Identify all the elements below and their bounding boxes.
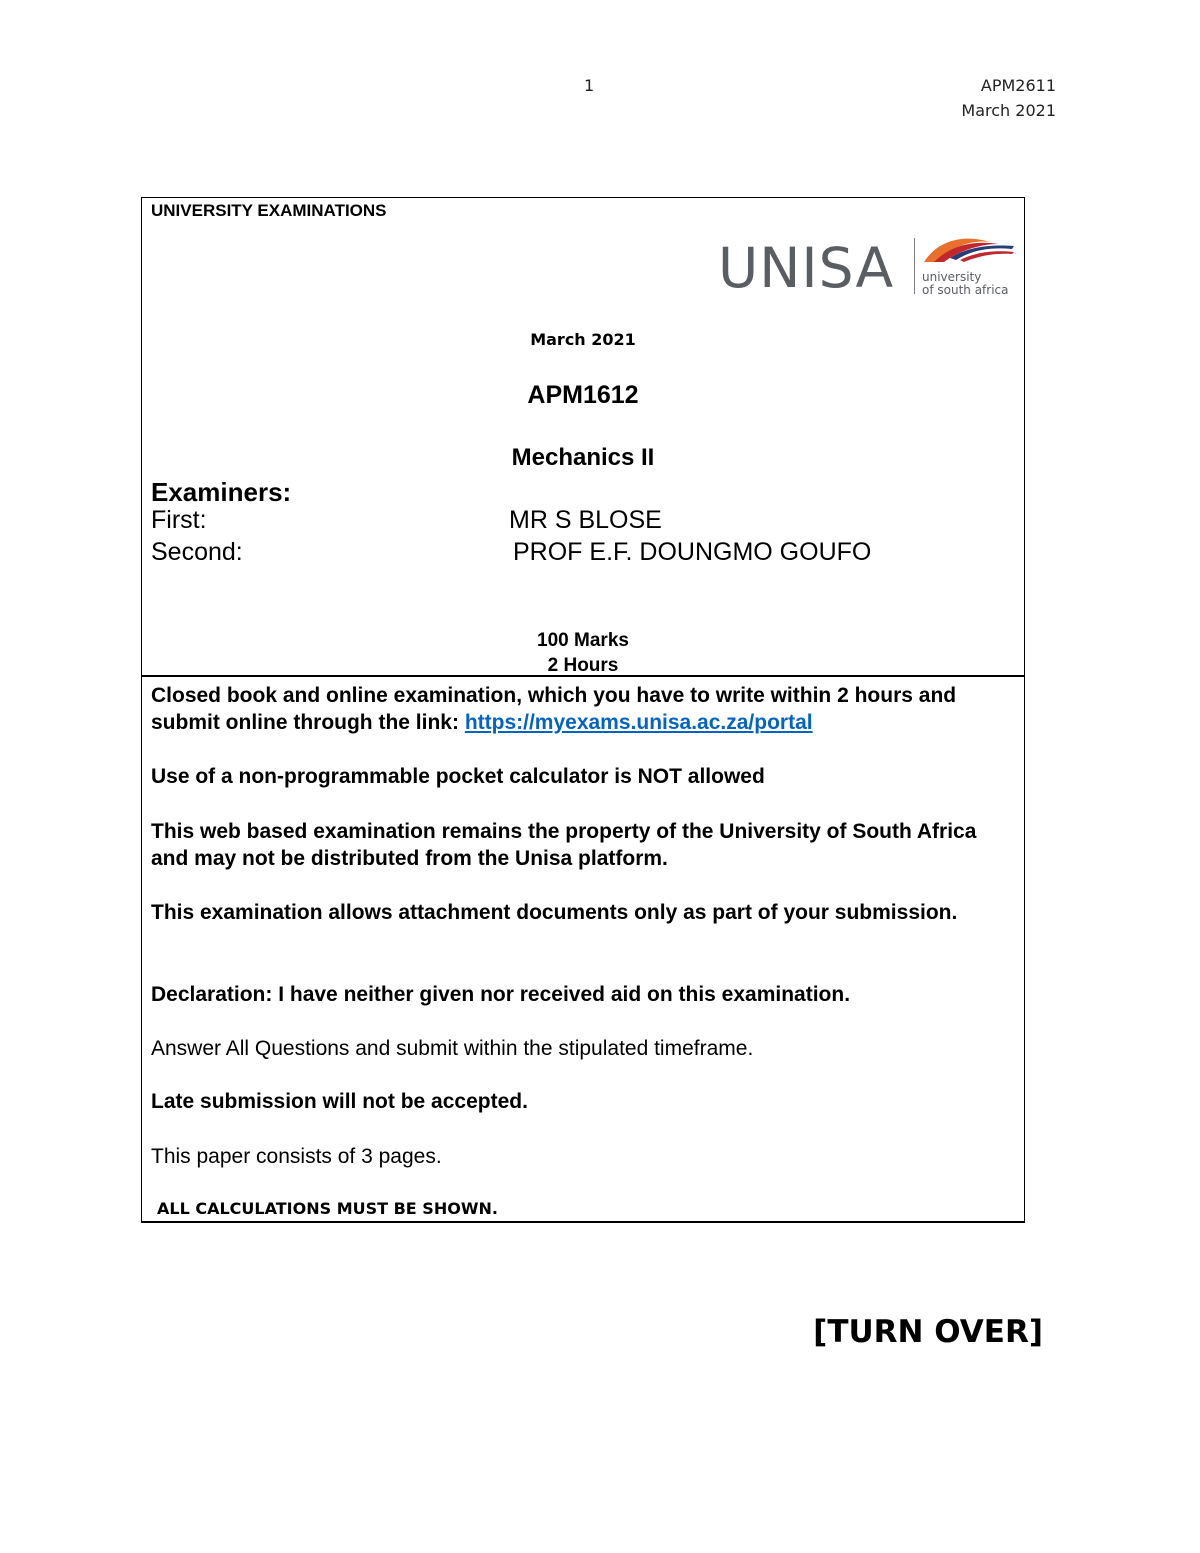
logo-bird-icon bbox=[920, 232, 1016, 268]
first-examiner-name: MR S BLOSE bbox=[509, 506, 662, 534]
instruction-closed-book-text: Closed book and online examination, which you have to write within 2 hours and submit online through the link: bbox=[151, 684, 957, 734]
university-examinations-label: UNIVERSITY EXAMINATIONS bbox=[151, 201, 387, 220]
first-examiner-label: First: bbox=[151, 506, 207, 534]
header-date: March 2021 bbox=[961, 101, 1056, 120]
instruction-answer-all: Answer All Questions and submit within the stipulated timeframe. bbox=[151, 1037, 754, 1060]
page-number: 1 bbox=[584, 76, 595, 95]
module-title: Mechanics II bbox=[511, 444, 655, 471]
logo-subtitle-line1: university bbox=[922, 270, 982, 284]
header-course-code: APM2611 bbox=[980, 76, 1056, 95]
instructions-box bbox=[141, 677, 1025, 1223]
instruction-late-submission: Late submission will not be accepted. bbox=[151, 1090, 528, 1113]
duration: 2 Hours bbox=[547, 655, 619, 676]
instruction-closed-book bbox=[151, 682, 1016, 736]
instruction-calculations: ALL CALCULATIONS MUST BE SHOWN. bbox=[157, 1199, 498, 1218]
logo-wordmark: UNISA bbox=[718, 236, 895, 300]
instruction-declaration: Declaration: I have neither given nor received aid on this examination. bbox=[151, 983, 851, 1006]
exam-date: March 2021 bbox=[530, 330, 636, 349]
module-code: APM1612 bbox=[527, 381, 639, 409]
total-marks: 100 Marks bbox=[537, 630, 629, 651]
instruction-calculator: Use of a non-programmable pocket calculator is NOT allowed bbox=[151, 765, 765, 788]
logo-separator bbox=[914, 238, 915, 294]
instruction-attachments: This examination allows attachment documents only as part of your submission. bbox=[151, 901, 958, 924]
examiners-heading: Examiners: bbox=[151, 477, 292, 507]
unisa-logo bbox=[718, 232, 1018, 300]
logo-subtitle-line2: of south africa bbox=[922, 283, 1009, 297]
exam-portal-link[interactable]: https://myexams.unisa.ac.za/portal bbox=[464, 711, 813, 734]
turn-over-label: [TURN OVER] bbox=[813, 1314, 1043, 1350]
second-examiner-label: Second: bbox=[151, 538, 243, 566]
instruction-page-count: This paper consists of 3 pages. bbox=[151, 1145, 442, 1168]
second-examiner-name: PROF E.F. DOUNGMO GOUFO bbox=[513, 538, 872, 566]
instruction-property: This web based examination remains the property of the University of South Africa and may not be distributed from the Unisa platform. bbox=[151, 820, 977, 870]
